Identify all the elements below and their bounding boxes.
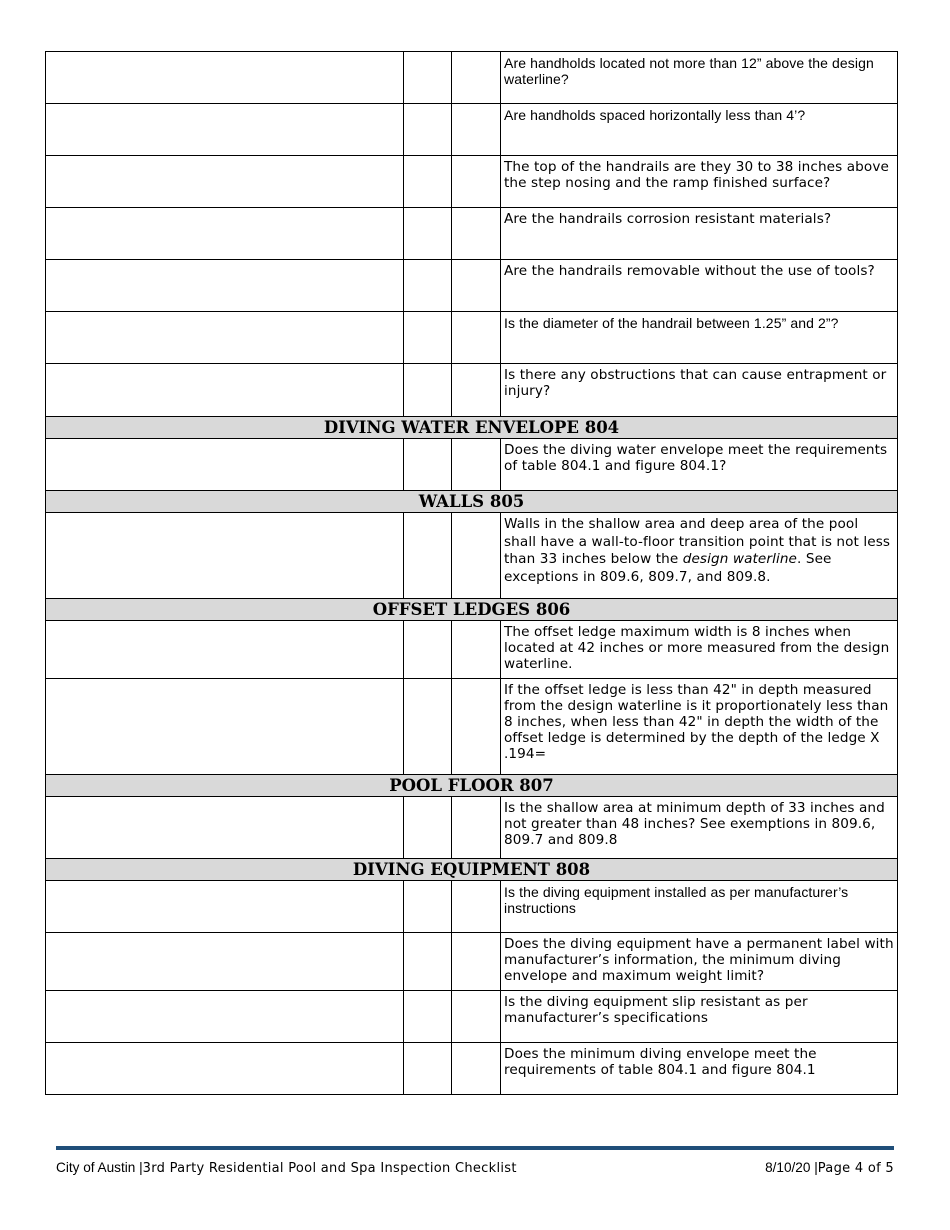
table-row [46, 991, 898, 1043]
notes-cell[interactable] [46, 104, 404, 156]
question-cell: Is the diving equipment installed as per manufacturer’s instructions [501, 881, 898, 933]
table-row [46, 52, 898, 104]
table-row [46, 439, 898, 491]
yes-cell[interactable] [404, 513, 452, 599]
yes-cell[interactable] [404, 364, 452, 417]
no-cell[interactable] [452, 439, 501, 491]
no-cell[interactable] [452, 364, 501, 417]
no-cell[interactable] [452, 933, 501, 991]
section-heading: DIVING EQUIPMENT 808 [46, 859, 898, 881]
question-cell: The offset ledge maximum width is 8 inches when located at 42 inches or more measured from the design waterline. [501, 621, 898, 679]
table-row [46, 797, 898, 859]
design-waterline-term: design waterline [682, 551, 798, 567]
table-row [46, 1043, 898, 1095]
question-cell: Walls in the shallow area and deep area of the pool shall have a wall-to-floor transition point that is not less than 33 inches below the design waterline. See exceptions in 809.6, 809.7, and 809.8. [501, 513, 898, 599]
no-cell[interactable] [452, 991, 501, 1043]
question-cell: Is there any obstructions that can cause entrapment or injury? [501, 364, 898, 417]
section-header-row [46, 491, 898, 513]
yes-cell[interactable] [404, 797, 452, 859]
yes-cell[interactable] [404, 991, 452, 1043]
question-cell: The top of the handrails are they 30 to 38 inches above the step nosing and the ramp finished surface? [501, 156, 898, 208]
table-row [46, 679, 898, 775]
question-cell: Is the diving equipment slip resistant as per manufacturer’s specifications [501, 991, 898, 1043]
footer-divider [56, 1146, 894, 1150]
table-row [46, 881, 898, 933]
notes-cell[interactable] [46, 991, 404, 1043]
notes-cell[interactable] [46, 156, 404, 208]
yes-cell[interactable] [404, 52, 452, 104]
inspection-checklist-table [45, 51, 898, 1095]
footer-separator: | [814, 1160, 818, 1175]
no-cell[interactable] [452, 513, 501, 599]
yes-cell[interactable] [404, 933, 452, 991]
question-cell: Are handholds located not more than 12” above the design waterline? [501, 52, 898, 104]
no-cell[interactable] [452, 797, 501, 859]
section-header-row [46, 775, 898, 797]
no-cell[interactable] [452, 208, 501, 260]
yes-cell[interactable] [404, 312, 452, 364]
table-row [46, 312, 898, 364]
section-heading: POOL FLOOR 807 [46, 775, 898, 797]
notes-cell[interactable] [46, 881, 404, 933]
yes-cell[interactable] [404, 208, 452, 260]
question-cell: Are handholds spaced horizontally less than 4’? [501, 104, 898, 156]
question-cell: Are the handrails corrosion resistant materials? [501, 208, 898, 260]
footer-left [56, 1160, 517, 1176]
yes-cell[interactable] [404, 881, 452, 933]
footer-org: City of Austin [56, 1160, 136, 1175]
notes-cell[interactable] [46, 52, 404, 104]
no-cell[interactable] [452, 156, 501, 208]
footer-separator: | [139, 1160, 143, 1175]
notes-cell[interactable] [46, 797, 404, 859]
section-heading: DIVING WATER ENVELOPE 804 [46, 417, 898, 439]
question-cell: Does the minimum diving envelope meet the requirements of table 804.1 and figure 804.1 [501, 1043, 898, 1095]
no-cell[interactable] [452, 621, 501, 679]
notes-cell[interactable] [46, 364, 404, 417]
notes-cell[interactable] [46, 208, 404, 260]
footer-right [765, 1160, 894, 1176]
yes-cell[interactable] [404, 156, 452, 208]
question-cell: Is the shallow area at minimum depth of 33 inches and not greater than 48 inches? See exemptions in 809.6, 809.7 and 809.8 [501, 797, 898, 859]
table-row [46, 513, 898, 599]
table-row [46, 933, 898, 991]
question-cell: Is the diameter of the handrail between 1.25” and 2”? [501, 312, 898, 364]
yes-cell[interactable] [404, 679, 452, 775]
no-cell[interactable] [452, 1043, 501, 1095]
footer-date: 8/10/20 [765, 1160, 811, 1175]
notes-cell[interactable] [46, 1043, 404, 1095]
notes-cell[interactable] [46, 312, 404, 364]
no-cell[interactable] [452, 104, 501, 156]
yes-cell[interactable] [404, 621, 452, 679]
notes-cell[interactable] [46, 621, 404, 679]
question-cell: Does the diving water envelope meet the requirements of table 804.1 and figure 804.1? [501, 439, 898, 491]
footer-doc-title: 3rd Party Residential Pool and Spa Inspection Checklist [142, 1161, 517, 1176]
table-row [46, 104, 898, 156]
table-row [46, 364, 898, 417]
notes-cell[interactable] [46, 679, 404, 775]
section-header-row [46, 599, 898, 621]
yes-cell[interactable] [404, 104, 452, 156]
notes-cell[interactable] [46, 260, 404, 312]
no-cell[interactable] [452, 679, 501, 775]
footer-page-number: Page 4 of 5 [817, 1161, 894, 1176]
notes-cell[interactable] [46, 513, 404, 599]
yes-cell[interactable] [404, 1043, 452, 1095]
table-row [46, 208, 898, 260]
table-row [46, 260, 898, 312]
notes-cell[interactable] [46, 933, 404, 991]
table-row [46, 156, 898, 208]
section-heading: WALLS 805 [46, 491, 898, 513]
no-cell[interactable] [452, 881, 501, 933]
no-cell[interactable] [452, 260, 501, 312]
section-header-row [46, 417, 898, 439]
no-cell[interactable] [452, 52, 501, 104]
question-cell: Are the handrails removable without the use of tools? [501, 260, 898, 312]
yes-cell[interactable] [404, 439, 452, 491]
table-row [46, 621, 898, 679]
no-cell[interactable] [452, 312, 501, 364]
question-cell: If the offset ledge is less than 42" in depth measured from the design waterline is it proportionately less than 8 inches, when less than 42" in depth the width of the offset ledge is determined by the depth of the ledge X .194= [501, 679, 898, 775]
yes-cell[interactable] [404, 260, 452, 312]
section-header-row [46, 859, 898, 881]
section-heading: OFFSET LEDGES 806 [46, 599, 898, 621]
question-cell: Does the diving equipment have a permanent label with manufacturer’s information, the minimum diving envelope and maximum weight limit? [501, 933, 898, 991]
notes-cell[interactable] [46, 439, 404, 491]
